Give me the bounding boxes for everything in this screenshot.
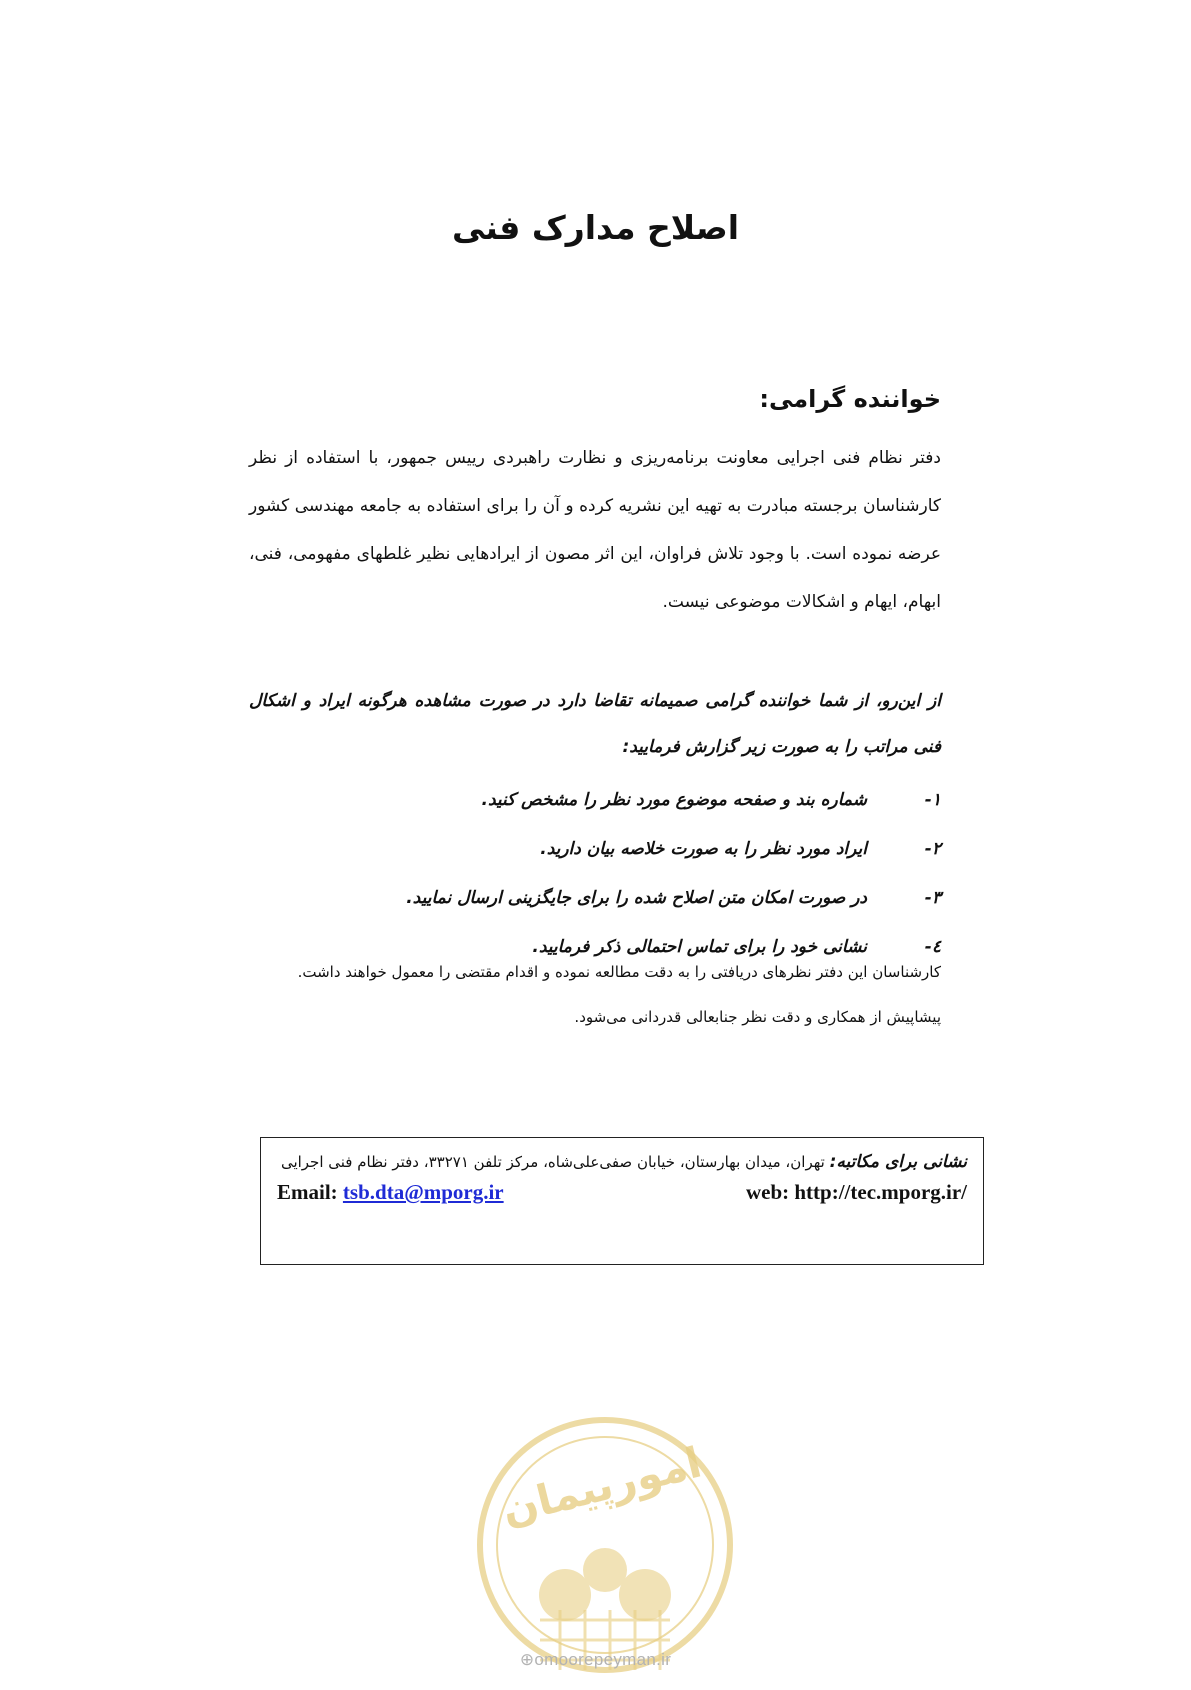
intro-paragraph: دفتر نظام فنی اجرایی معاونت برنامه‌ریزی و نظارت راهبردی رییس جمهور، با استفاده از نظر کارشناسان برجسته مبادرت به تهیه این نشریه کرده و آن را برای استفاده به جامعه مهندسی کشور عرضه نموده است. با وجود تلاش فراوان، این اثر مصون از ایرادهایی نظیر غلطهای مفهومی، فنی، ابهام، ایهام و اشکالات موضوعی نیست. <box>249 448 941 612</box>
greeting-heading: خواننده گرامی: <box>759 385 941 413</box>
list-item <box>249 874 941 923</box>
list-item-number: ۳- <box>924 888 941 908</box>
list-item <box>249 776 941 825</box>
list-item-text: در صورت امکان متن اصلاح شده را برای جایگزینی ارسال نمایید. <box>406 888 867 908</box>
watermark-logo-text: امورپیمان <box>496 1437 707 1535</box>
address-block <box>277 1148 967 1176</box>
address-text: تهران، میدان بهارستان، خیابان صفی‌علی‌شاه، مرکز تلفن ۳۳۲۷۱، دفتر نظام فنی اجرایی <box>280 1153 825 1171</box>
list-item <box>249 825 941 874</box>
email-label: Email: <box>277 1180 338 1204</box>
page-title: اصلاح مدارک فنی <box>451 208 740 247</box>
watermark-logo <box>470 1405 740 1690</box>
list-item-text: نشانی خود را برای تماس احتمالی ذکر فرمایید. <box>532 937 867 957</box>
list-item-text: ایراد مورد نظر را به صورت خلاصه بیان دارید. <box>540 839 867 859</box>
list-item-text: شماره بند و صفحه موضوع مورد نظر را مشخص کنید. <box>481 790 867 810</box>
web-label: web: <box>745 1180 790 1204</box>
list-item-number: ۱- <box>924 790 941 810</box>
contact-links-row <box>277 1180 967 1205</box>
web-block <box>746 1180 967 1205</box>
email-link[interactable]: tsb.dta@mporg.ir <box>342 1180 504 1204</box>
closing-text <box>249 950 941 1040</box>
closing-line: کارشناسان این دفتر نظرهای دریافتی را به دقت مطالعه نموده و اقدام مقتضی را معمول خواهند داشت. <box>297 963 941 981</box>
web-url: http://tec.mporg.ir/ <box>794 1180 967 1204</box>
contact-box <box>260 1137 984 1265</box>
closing-line: پیشاپیش از همکاری و دقت نظر جنابعالی قدردانی می‌شود. <box>574 1008 941 1026</box>
list-item-number: ٤- <box>924 937 941 957</box>
watermark-site-text <box>0 1650 1191 1670</box>
instruction-list <box>249 776 941 972</box>
address-label: نشانی برای مکاتبه: <box>829 1152 967 1172</box>
email-block <box>277 1180 504 1205</box>
request-paragraph: از این‌رو، از شما خواننده گرامی صمیمانه تقاضا دارد در صورت مشاهده هرگونه ایراد و اشکال فنی مراتب را به صورت زیر گزارش فرمایید: <box>249 691 941 757</box>
watermark-url: omoorepeyman.ir <box>534 1650 672 1669</box>
list-item-number: ۲- <box>924 839 941 859</box>
globe-icon: ⊕ <box>519 1650 535 1669</box>
